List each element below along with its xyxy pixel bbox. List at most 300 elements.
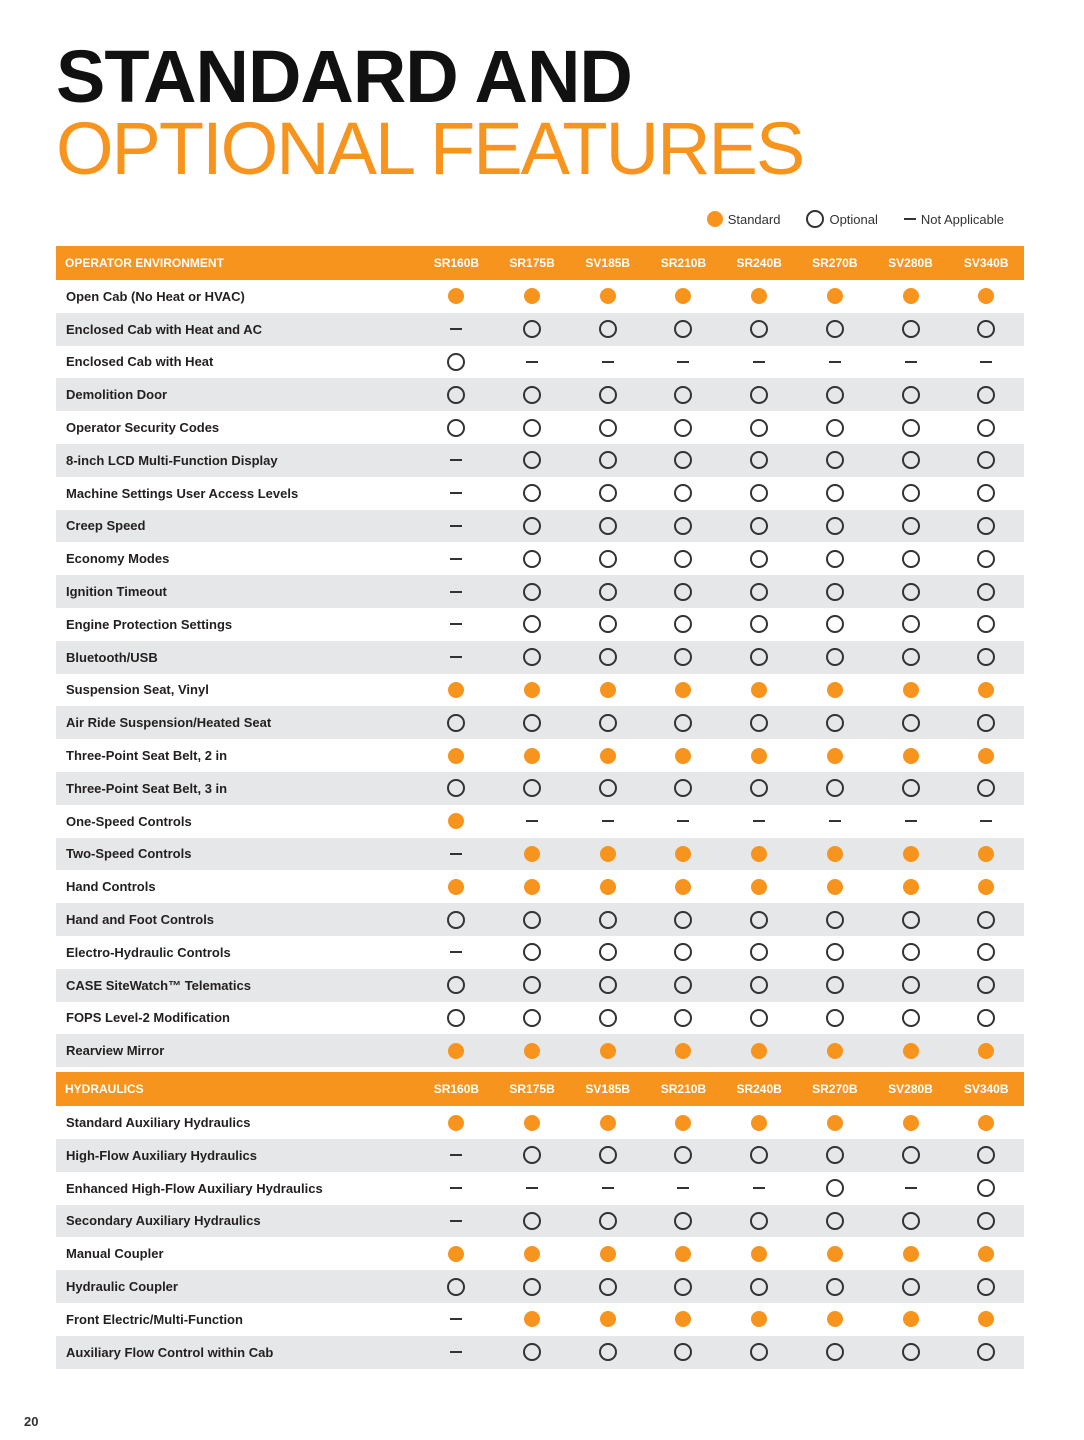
standard-dot-icon — [524, 1246, 540, 1262]
availability-cell — [494, 386, 570, 404]
table-row — [56, 838, 1024, 871]
standard-dot-icon — [600, 682, 616, 698]
availability-cell — [721, 583, 797, 601]
availability-cell — [419, 288, 495, 304]
availability-cell — [797, 1343, 873, 1361]
availability-cell — [419, 976, 495, 994]
availability-cell — [873, 1146, 949, 1164]
availability-cell — [797, 748, 873, 764]
table-row — [56, 674, 1024, 707]
not-applicable-dash-icon — [450, 656, 462, 658]
optional-circle-icon — [977, 550, 995, 568]
standard-dot-icon — [600, 288, 616, 304]
availability-cell — [646, 386, 722, 404]
availability-cell — [494, 748, 570, 764]
optional-circle-icon — [674, 1278, 692, 1296]
availability-cell — [797, 820, 873, 822]
optional-circle-icon — [523, 484, 541, 502]
model-column-header: SV280B — [888, 256, 933, 270]
not-applicable-dash-icon — [905, 820, 917, 822]
availability-cell — [494, 361, 570, 363]
not-applicable-dash-icon — [905, 1187, 917, 1189]
not-applicable-dash-icon — [602, 361, 614, 363]
availability-cell — [797, 320, 873, 338]
availability-cell — [419, 419, 495, 437]
availability-cell — [419, 1246, 495, 1262]
optional-circle-icon — [599, 1278, 617, 1296]
availability-cell — [494, 1146, 570, 1164]
section-header — [56, 246, 1024, 280]
standard-dot-icon — [448, 1246, 464, 1262]
availability-cell — [646, 320, 722, 338]
availability-cell — [646, 976, 722, 994]
availability-cell — [419, 558, 495, 560]
not-applicable-dash-icon — [602, 820, 614, 822]
feature-label: Demolition Door — [66, 387, 168, 403]
availability-cell — [646, 451, 722, 469]
optional-circle-icon — [599, 1212, 617, 1230]
table-row — [56, 936, 1024, 969]
standard-dot-icon — [751, 288, 767, 304]
availability-cell — [721, 419, 797, 437]
optional-circle-icon — [523, 779, 541, 797]
optional-circle-icon — [750, 1009, 768, 1027]
optional-circle-icon — [977, 320, 995, 338]
not-applicable-dash-icon — [450, 1351, 462, 1353]
availability-cell — [570, 1278, 646, 1296]
availability-cell — [873, 583, 949, 601]
optional-circle-icon — [977, 714, 995, 732]
availability-cell — [570, 682, 646, 698]
optional-circle-icon — [447, 911, 465, 929]
availability-cell — [948, 517, 1024, 535]
optional-circle-icon — [599, 648, 617, 666]
legend — [707, 210, 1004, 228]
availability-cell — [646, 517, 722, 535]
availability-cell — [570, 1246, 646, 1262]
availability-cell — [948, 648, 1024, 666]
optional-circle-icon — [902, 1343, 920, 1361]
not-applicable-dash-icon — [450, 525, 462, 527]
optional-circle-icon — [750, 550, 768, 568]
availability-cell — [419, 656, 495, 658]
availability-cell — [797, 1115, 873, 1131]
optional-circle-icon — [826, 320, 844, 338]
availability-cell — [873, 1187, 949, 1189]
availability-cell — [494, 550, 570, 568]
standard-dot-icon — [978, 1115, 994, 1131]
optional-circle-icon — [750, 320, 768, 338]
availability-cell — [570, 846, 646, 862]
availability-cell — [797, 484, 873, 502]
standard-dot-icon — [903, 288, 919, 304]
availability-cell — [721, 846, 797, 862]
optional-circle-icon — [523, 943, 541, 961]
availability-cell — [646, 361, 722, 363]
not-applicable-dash-icon — [753, 1187, 765, 1189]
availability-cell — [494, 648, 570, 666]
availability-cell — [570, 1212, 646, 1230]
optional-circle-icon — [977, 451, 995, 469]
optional-circle-icon — [826, 648, 844, 666]
availability-cell — [646, 583, 722, 601]
table-row — [56, 411, 1024, 444]
availability-cell — [948, 1212, 1024, 1230]
optional-circle-icon — [902, 1278, 920, 1296]
optional-circle-icon — [523, 451, 541, 469]
availability-cell — [873, 320, 949, 338]
availability-cell — [873, 288, 949, 304]
optional-circle-icon — [902, 943, 920, 961]
availability-cell — [873, 1212, 949, 1230]
legend-not-applicable — [904, 212, 1004, 227]
optional-circle-icon — [523, 1343, 541, 1361]
availability-cell — [873, 1246, 949, 1262]
availability-cell — [873, 484, 949, 502]
optional-circle-icon — [750, 648, 768, 666]
availability-cell — [419, 682, 495, 698]
optional-circle-icon — [674, 976, 692, 994]
availability-cell — [419, 386, 495, 404]
optional-circle-icon — [674, 320, 692, 338]
not-applicable-dash-icon — [450, 1187, 462, 1189]
availability-cell — [494, 320, 570, 338]
table-row — [56, 739, 1024, 772]
optional-circle-icon — [750, 1212, 768, 1230]
availability-cell — [646, 846, 722, 862]
standard-dot-icon — [600, 879, 616, 895]
optional-circle-icon — [977, 1212, 995, 1230]
optional-circle-icon — [977, 1009, 995, 1027]
availability-cell — [948, 1146, 1024, 1164]
optional-circle-icon — [750, 943, 768, 961]
optional-circle-icon — [806, 210, 824, 228]
availability-cell — [721, 361, 797, 363]
availability-cell — [721, 1187, 797, 1189]
legend-standard-label: Standard — [727, 211, 781, 227]
model-column-header: SR160B — [433, 256, 480, 270]
not-applicable-dash-icon — [450, 1318, 462, 1320]
availability-cell — [646, 550, 722, 568]
availability-cell — [948, 615, 1024, 633]
availability-cell — [721, 976, 797, 994]
availability-cell — [873, 911, 949, 929]
table-row — [56, 608, 1024, 641]
availability-cell — [948, 288, 1024, 304]
standard-dot-icon — [827, 846, 843, 862]
availability-cell — [494, 1187, 570, 1189]
availability-cell — [570, 386, 646, 404]
optional-circle-icon — [826, 1146, 844, 1164]
availability-cell — [570, 1043, 646, 1059]
availability-cell — [948, 943, 1024, 961]
availability-cell — [494, 820, 570, 822]
table-row — [56, 1303, 1024, 1336]
availability-cell — [948, 846, 1024, 862]
table-row — [56, 346, 1024, 379]
page-title-line1: STANDARD AND — [56, 35, 632, 118]
availability-cell — [797, 1009, 873, 1027]
standard-dot-icon — [751, 1043, 767, 1059]
model-column-header: SV185B — [585, 1082, 631, 1097]
standard-dot-icon — [978, 682, 994, 698]
availability-cell — [721, 1311, 797, 1327]
model-column-header: SR210B — [660, 1082, 707, 1097]
availability-cell — [721, 1343, 797, 1361]
standard-dot-icon — [751, 879, 767, 895]
feature-label: Bluetooth/USB — [66, 649, 158, 665]
feature-label: Suspension Seat, Vinyl — [66, 682, 209, 698]
optional-circle-icon — [523, 517, 541, 535]
availability-cell — [419, 328, 495, 330]
availability-cell — [570, 911, 646, 929]
availability-cell — [721, 451, 797, 469]
model-column-header: SR210B — [660, 256, 707, 270]
availability-cell — [646, 1115, 722, 1131]
model-column-header: SR160B — [433, 1082, 480, 1097]
availability-cell — [570, 517, 646, 535]
optional-circle-icon — [599, 976, 617, 994]
standard-dot-icon — [448, 1115, 464, 1131]
availability-cell — [873, 682, 949, 698]
availability-cell — [721, 484, 797, 502]
page-title-line2: OPTIONAL FEATURES — [56, 107, 804, 190]
optional-circle-icon — [674, 1146, 692, 1164]
optional-circle-icon — [674, 943, 692, 961]
table-row — [56, 477, 1024, 510]
availability-cell — [873, 1115, 949, 1131]
optional-circle-icon — [902, 550, 920, 568]
table-row — [56, 1205, 1024, 1238]
optional-circle-icon — [523, 976, 541, 994]
availability-cell — [948, 714, 1024, 732]
availability-cell — [419, 951, 495, 953]
availability-cell — [494, 517, 570, 535]
model-column-header: SR240B — [736, 1082, 782, 1097]
not-applicable-dash-icon — [450, 591, 462, 593]
table-row — [56, 1106, 1024, 1139]
availability-cell — [873, 846, 949, 862]
optional-circle-icon — [599, 1343, 617, 1361]
model-column-header: SV280B — [888, 1082, 933, 1097]
not-applicable-dash-icon — [450, 492, 462, 494]
availability-cell — [646, 1187, 722, 1189]
availability-cell — [797, 682, 873, 698]
availability-cell — [494, 1043, 570, 1059]
availability-cell — [873, 1009, 949, 1027]
optional-circle-icon — [750, 451, 768, 469]
availability-cell — [797, 714, 873, 732]
availability-cell — [419, 1278, 495, 1296]
availability-cell — [721, 320, 797, 338]
model-column-header: SR240B — [736, 256, 782, 270]
availability-cell — [570, 1311, 646, 1327]
optional-circle-icon — [674, 911, 692, 929]
optional-circle-icon — [902, 386, 920, 404]
standard-dot-icon — [978, 748, 994, 764]
availability-cell — [948, 1009, 1024, 1027]
availability-cell — [494, 911, 570, 929]
availability-cell — [721, 1146, 797, 1164]
feature-label: Operator Security Codes — [66, 420, 220, 436]
availability-cell — [646, 1343, 722, 1361]
optional-circle-icon — [977, 976, 995, 994]
optional-circle-icon — [826, 911, 844, 929]
optional-circle-icon — [674, 419, 692, 437]
availability-cell — [873, 386, 949, 404]
availability-cell — [646, 484, 722, 502]
standard-dot-icon — [524, 879, 540, 895]
not-applicable-dash-icon — [904, 218, 916, 220]
feature-label: Engine Protection Settings — [66, 616, 233, 632]
availability-cell — [873, 1343, 949, 1361]
optional-circle-icon — [599, 714, 617, 732]
availability-cell — [721, 779, 797, 797]
feature-label: High-Flow Auxiliary Hydraulics — [66, 1147, 257, 1163]
availability-cell — [873, 1278, 949, 1296]
table-row — [56, 969, 1024, 1002]
availability-cell — [948, 386, 1024, 404]
table-row — [56, 280, 1024, 313]
availability-cell — [570, 1115, 646, 1131]
standard-dot-icon — [448, 813, 464, 829]
availability-cell — [494, 1278, 570, 1296]
optional-circle-icon — [447, 386, 465, 404]
model-column-header: SR175B — [509, 256, 555, 270]
availability-cell — [948, 550, 1024, 568]
availability-cell — [721, 911, 797, 929]
table-row — [56, 805, 1024, 838]
model-column-header: SR175B — [509, 1082, 555, 1097]
availability-cell — [494, 879, 570, 895]
feature-label: Auxiliary Flow Control within Cab — [66, 1344, 274, 1360]
availability-cell — [797, 879, 873, 895]
not-applicable-dash-icon — [677, 820, 689, 822]
availability-cell — [873, 648, 949, 666]
optional-circle-icon — [902, 1212, 920, 1230]
not-applicable-dash-icon — [829, 361, 841, 363]
availability-cell — [948, 911, 1024, 929]
optional-circle-icon — [750, 779, 768, 797]
availability-cell — [948, 1246, 1024, 1262]
standard-dot-icon — [600, 1043, 616, 1059]
availability-cell — [570, 1343, 646, 1361]
standard-dot-icon — [600, 846, 616, 862]
availability-cell — [570, 451, 646, 469]
availability-cell — [721, 1043, 797, 1059]
legend-not-applicable-label: Not Applicable — [920, 211, 1004, 227]
feature-label: Two-Speed Controls — [66, 846, 192, 862]
availability-cell — [797, 1043, 873, 1059]
not-applicable-dash-icon — [526, 1187, 538, 1189]
optional-circle-icon — [523, 615, 541, 633]
standard-dot-icon — [675, 846, 691, 862]
availability-cell — [948, 820, 1024, 822]
availability-cell — [797, 419, 873, 437]
optional-circle-icon — [447, 779, 465, 797]
table-row — [56, 706, 1024, 739]
availability-cell — [797, 943, 873, 961]
optional-circle-icon — [523, 419, 541, 437]
model-column-header: SV340B — [963, 256, 1009, 270]
availability-cell — [494, 779, 570, 797]
optional-circle-icon — [523, 320, 541, 338]
table-row — [56, 444, 1024, 477]
optional-circle-icon — [599, 911, 617, 929]
optional-circle-icon — [599, 451, 617, 469]
not-applicable-dash-icon — [450, 1220, 462, 1222]
standard-dot-icon — [827, 1311, 843, 1327]
availability-cell — [419, 492, 495, 494]
standard-dot-icon — [827, 1115, 843, 1131]
table-row — [56, 1237, 1024, 1270]
availability-cell — [570, 779, 646, 797]
availability-cell — [797, 846, 873, 862]
availability-cell — [797, 1212, 873, 1230]
availability-cell — [494, 484, 570, 502]
optional-circle-icon — [902, 451, 920, 469]
optional-circle-icon — [750, 976, 768, 994]
table-row — [56, 903, 1024, 936]
availability-cell — [570, 419, 646, 437]
optional-circle-icon — [447, 1278, 465, 1296]
availability-cell — [721, 748, 797, 764]
features-tables — [56, 246, 1024, 1374]
feature-label: One-Speed Controls — [66, 813, 192, 829]
optional-circle-icon — [977, 779, 995, 797]
feature-label: Enclosed Cab with Heat and AC — [66, 321, 262, 337]
availability-cell — [494, 288, 570, 304]
availability-cell — [797, 1179, 873, 1197]
availability-cell — [570, 879, 646, 895]
table-row — [56, 772, 1024, 805]
availability-cell — [797, 361, 873, 363]
standard-dot-icon — [524, 1311, 540, 1327]
availability-cell — [873, 879, 949, 895]
availability-cell — [494, 1311, 570, 1327]
optional-circle-icon — [902, 419, 920, 437]
availability-cell — [646, 419, 722, 437]
features-section — [56, 246, 1024, 1067]
standard-dot-icon — [600, 1115, 616, 1131]
feature-label: Ignition Timeout — [66, 584, 167, 600]
feature-label: Front Electric/Multi-Function — [66, 1311, 243, 1327]
availability-cell — [797, 779, 873, 797]
availability-cell — [873, 361, 949, 363]
availability-cell — [494, 943, 570, 961]
not-applicable-dash-icon — [753, 820, 765, 822]
availability-cell — [646, 682, 722, 698]
standard-dot-icon — [903, 1043, 919, 1059]
optional-circle-icon — [826, 550, 844, 568]
availability-cell — [570, 320, 646, 338]
standard-dot-icon — [448, 682, 464, 698]
not-applicable-dash-icon — [450, 623, 462, 625]
optional-circle-icon — [523, 911, 541, 929]
table-row — [56, 1270, 1024, 1303]
optional-circle-icon — [977, 583, 995, 601]
availability-cell — [419, 1043, 495, 1059]
availability-cell — [494, 451, 570, 469]
availability-cell — [570, 648, 646, 666]
availability-cell — [419, 1318, 495, 1320]
feature-label: Manual Coupler — [66, 1246, 164, 1262]
availability-cell — [419, 1115, 495, 1131]
optional-circle-icon — [750, 583, 768, 601]
standard-dot-icon — [903, 879, 919, 895]
availability-cell — [721, 1246, 797, 1262]
standard-dot-icon — [978, 1043, 994, 1059]
